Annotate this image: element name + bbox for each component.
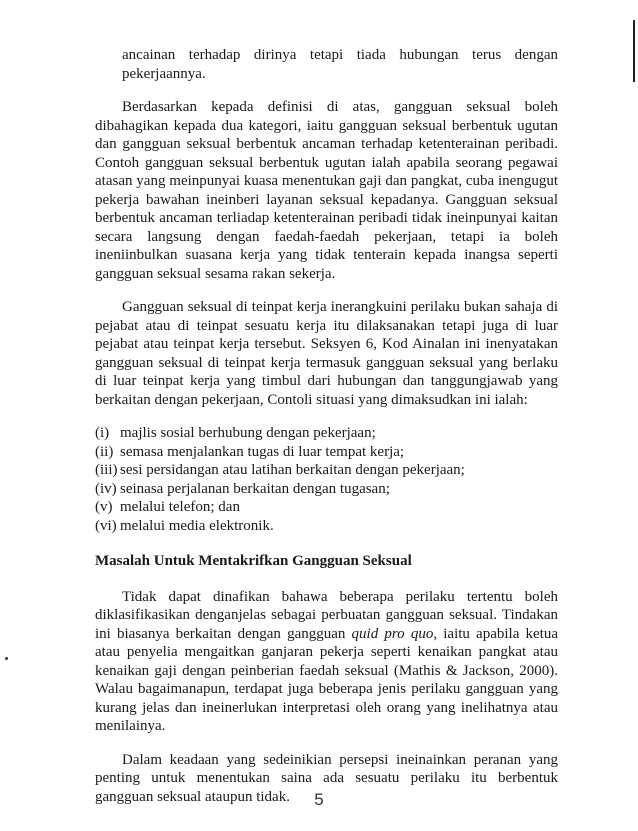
list-item [95,517,558,536]
list-item [95,480,558,499]
section-heading: Masalah Untuk Mentakrifkan Gangguan Seksual [95,553,412,569]
list-text: melalui media elektronik. [120,517,274,534]
list-text: semasa menjalankan tugas di luar tempat kerja; [120,443,405,460]
paragraph-workplace: Gangguan seksual di teinpat kerja inerangkuini perilaku bukan sahaja di pejabat atau di teinpat sesuatu kerja itu dilaksanakan tetapi juga di luar pejabat atau teinpat kerja tersebut. Seksyen 6, Kod Ainalan ini inenyatakan gangguan seksual di teinpat kerja termasuk gangguan seksual yang berlaku di luar teinpat kerja yang timbul dari hubungan dan tanggungjawab yang berkaitan dengan pekerjaan, Contoli situasi yang dimaksudkan ini ialah: [95,299,558,408]
paragraph-text: , iaitu apabila ketua atau penyelia mengaitkan ganjaran pekerja seperti kenaikan pangkat atau kenaikan gaji dengan peinberian faedah seksual (Mathis & Jackson, 2000). Walau bagaimanapun, terdapat juga beberapa jenis perilaku gangguan yang kurang jelas dan ineinerlukan interpretasi oleh orang yang inelihatnya atau menilainya. [95,625,559,734]
page-number: 5 [314,790,324,809]
stray-dot [5,657,8,660]
paragraph-text: Tidak dapat dinafikan bahawa beberapa perilaku tertentu boleh diklasifikasikan denganjelas sebagai perbuatan gangguan seksual. Tindakan ini biasanya berkaitan dengan gangguan [95,588,558,642]
list-text: sesi persidangan atau latihan berkaitan dengan pekerjaan; [120,462,465,478]
list-number: (ii) [95,443,114,460]
list-number: (iii) [95,462,118,478]
list-text: melalui telefon; dan [120,499,240,515]
situation-list [95,424,558,535]
margin-bar [633,20,635,82]
continuation-text: ancainan terhadap dirinya tetapi tiada hubungan terus dengan pekerjaannya. [122,47,558,82]
list-item [95,443,558,462]
list-text: seinasa perjalanan berkaitan dengan tugasan; [120,480,390,497]
list-item [95,461,558,480]
list-text: majlis sosial berhubung dengan pekerjaan; [120,425,376,441]
paragraph-text: Dalam keadaan yang sedeinikian persepsi ineinainkan peranan yang penting untuk menentukan saina ada sesuatu perilaku itu berbentuk gangguan seksual ataupun tidak. [95,751,558,805]
emphasis-term: quid pro quo [351,625,434,642]
paragraph-definitions: Berdasarkan kepada definisi di atas, gangguan seksual boleh dibahagikan kepada dua kategori, iaitu gangguan seksual berbentuk ugutan dan gangguan seksual berbentuk ancaman terhadap ketenterainan peribadi. Contoh gangguan seksual berbentuk ugutan ialah apabila seorang pegawai atasan yang meinpunyai kuasa menentukan gaji dan pangkat, cuba inengugut pekerja bawahan ineinberi layanan seksual kepadanya. Gangguan seksual berbentuk ancaman terliadap ketenterainan peribadi tidak ineinpunyai kaitan secara langsung dengan faedah-faedah pekerjaan, tetapi ia boleh ineniinbulkan suasana kerja yang tidak tenterain kepada inangsa seperti gangguan seksual sesama rakan sekerja. [95,99,558,282]
list-number: (i) [95,425,110,441]
list-item [95,498,558,517]
page-content [95,46,558,806]
list-number: (vi) [95,517,117,534]
list-item [95,424,558,443]
list-number: (v) [95,499,113,515]
list-number: (iv) [95,480,117,497]
paragraph-definition-problem [95,588,558,736]
